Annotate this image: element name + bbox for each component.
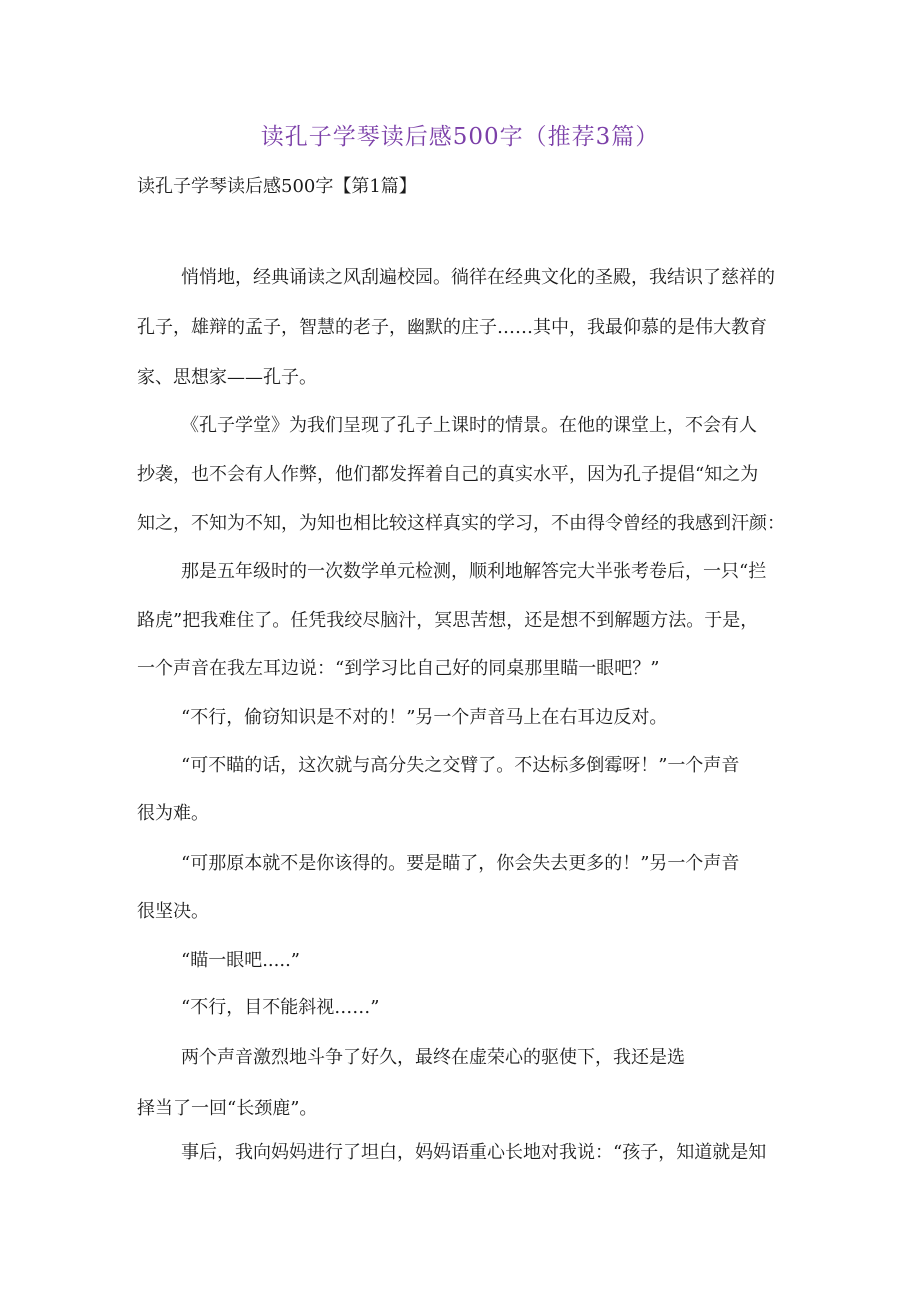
text-line: 孔子，雄辩的孟子，智慧的老子，幽默的庄子……其中，我最仰慕的是伟大教育: [137, 317, 767, 338]
text-line: 事后，我向妈妈进行了坦白，妈妈语重心长地对我说：“孩子，知道就是知: [181, 1142, 767, 1163]
text-line: 路虎”把我难住了。任凭我绞尽脑汁，冥思苦想，还是想不到解题方法。于是，: [137, 610, 759, 631]
text-line: 很为难。: [137, 803, 209, 824]
text-line: 《孔子学堂》为我们呈现了孔子上课时的情景。在他的课堂上，不会有人: [181, 415, 757, 436]
section-heading: 读孔子学琴读后感500字【第1篇】: [137, 176, 417, 197]
text-line: 很坚决。: [137, 901, 209, 922]
text-line: 择当了一回“长颈鹿”。: [137, 1098, 318, 1119]
text-line: 悄悄地，经典诵读之风刮遍校园。徜徉在经典文化的圣殿，我结识了慈祥的: [181, 267, 775, 288]
text-line: 那是五年级时的一次数学单元检测，顺利地解答完大半张考卷后，一只“拦: [181, 561, 767, 582]
text-line: “不行，目不能斜视……”: [181, 997, 380, 1018]
text-line: “可那原本就不是你该得的。要是瞄了，你会失去更多的！”另一个声音: [181, 853, 740, 874]
text-line: 两个声音激烈地斗争了好久，最终在虚荣心的驱使下，我还是选: [181, 1047, 685, 1068]
text-line: 家、思想家——孔子。: [137, 367, 317, 388]
text-line: “不行，偷窃知识是不对的！”另一个声音马上在右耳边反对。: [181, 707, 668, 728]
text-line: 一个声音在我左耳边说：“到学习比自己好的同桌那里瞄一眼吧？”: [137, 658, 660, 679]
text-line: 抄袭，也不会有人作弊，他们都发挥着自己的真实水平，因为孔子提倡“知之为: [137, 464, 759, 485]
text-line: 知之，不知为不知，为知也相比较这样真实的学习，不由得令曾经的我感到汗颜：: [137, 513, 785, 534]
text-line: “瞄一眼吧.....”: [181, 950, 301, 971]
document-title: 读孔子学琴读后感500字（推荐3篇）: [260, 124, 660, 150]
text-line: “可不瞄的话，这次就与高分失之交臂了。不达标多倒霉呀！”一个声音: [181, 755, 740, 776]
